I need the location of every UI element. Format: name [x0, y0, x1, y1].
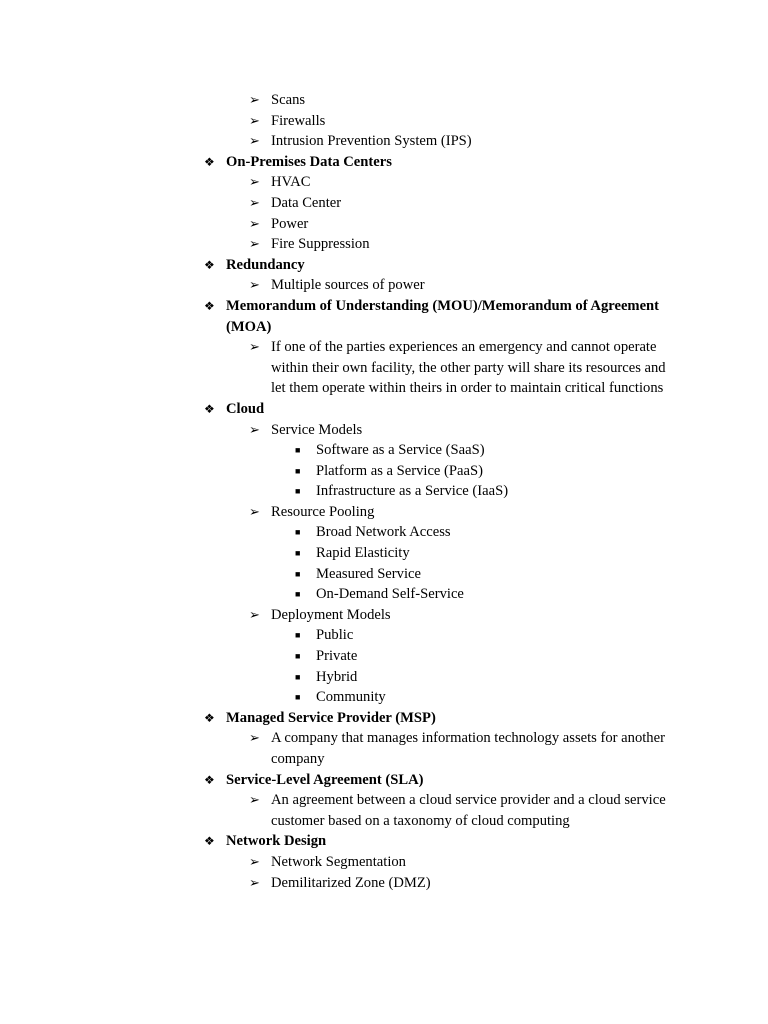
arrowhead-bullet-icon: ➢: [249, 174, 260, 190]
diamond-bullet-icon: ❖: [204, 401, 215, 416]
sub-list-item: [0, 687, 768, 708]
list-item-text: Scans: [271, 92, 306, 108]
arrowhead-bullet-icon: ➢: [249, 339, 260, 355]
list-item-text: Intrusion Prevention System (IPS): [271, 133, 472, 150]
sub-list-item-text: Broad Network Access: [316, 524, 451, 541]
list-item: [0, 234, 768, 255]
square-bullet-icon: ■: [295, 671, 301, 682]
arrowhead-bullet-icon: ➢: [249, 194, 260, 210]
list-item: [0, 420, 768, 441]
list-item-text: If one of the parties experiences an emergency and cannot operate within their own facility, the other party will share its resources and let them operate within theirs in order to maintain critical functions: [271, 339, 666, 397]
list-item: [0, 873, 768, 894]
list-item-text: Network Segmentation: [271, 853, 406, 870]
sub-list-item-text: Public: [316, 627, 354, 644]
list-item: [0, 172, 768, 193]
list-item-text: Multiple sources of power: [271, 277, 425, 294]
list-item: [0, 728, 768, 769]
square-bullet-icon: ■: [295, 527, 301, 538]
sub-list-item-text: Software as a Service (SaaS): [316, 442, 485, 459]
section-heading-text: On-Premises Data Centers: [226, 153, 392, 170]
list-item: [0, 131, 768, 152]
list-item: [0, 111, 768, 132]
square-bullet-icon: ■: [295, 548, 301, 559]
arrowhead-bullet-icon: ➢: [249, 853, 260, 869]
sub-list-item: [0, 440, 768, 461]
arrowhead-bullet-icon: ➢: [249, 215, 260, 231]
sub-list-item: [0, 461, 768, 482]
section-heading: [0, 770, 768, 791]
sub-list-item-text: Platform as a Service (PaaS): [316, 462, 483, 479]
diamond-bullet-icon: ❖: [204, 298, 215, 313]
list-item-text: An agreement between a cloud service provider and a cloud service customer based on a taxonomy of cloud computing: [271, 792, 666, 829]
section-heading-text: Cloud: [226, 400, 265, 417]
list-item-text: Firewalls: [271, 112, 326, 129]
section-heading: [0, 296, 768, 337]
sub-list-item-text: Infrastructure as a Service (IaaS): [316, 483, 509, 500]
arrowhead-bullet-icon: ➢: [249, 792, 260, 808]
diamond-bullet-icon: ❖: [204, 710, 215, 725]
arrowhead-bullet-icon: ➢: [249, 236, 260, 252]
arrowhead-bullet-icon: ➢: [249, 92, 260, 107]
diamond-bullet-icon: ❖: [204, 154, 215, 169]
section-heading: [0, 708, 768, 729]
section-heading-text: Service-Level Agreement (SLA): [226, 771, 424, 788]
square-bullet-icon: ■: [295, 692, 301, 703]
list-item-text: Demilitarized Zone (DMZ): [271, 874, 431, 891]
section-heading-text: Memorandum of Understanding (MOU)/Memorandum of Agreement (MOA): [226, 297, 660, 335]
arrowhead-bullet-icon: ➢: [249, 421, 260, 437]
square-bullet-icon: ■: [295, 651, 301, 662]
sub-list-item: [0, 564, 768, 585]
arrowhead-bullet-icon: ➢: [249, 133, 260, 149]
section-heading: [0, 831, 768, 852]
sub-list-item: [0, 543, 768, 564]
square-bullet-icon: ■: [295, 568, 301, 579]
section-heading: [0, 152, 768, 173]
list-item-text: Deployment Models: [271, 606, 391, 623]
sub-list-item: [0, 522, 768, 543]
list-item-text: Data Center: [271, 194, 342, 211]
square-bullet-icon: ■: [295, 445, 301, 456]
list-item: [0, 605, 768, 626]
arrowhead-bullet-icon: ➢: [249, 277, 260, 293]
list-item-text: Power: [271, 215, 309, 232]
arrowhead-bullet-icon: ➢: [249, 503, 260, 519]
arrowhead-bullet-icon: ➢: [249, 606, 260, 622]
diamond-bullet-icon: ❖: [204, 772, 215, 787]
sub-list-item-text: Rapid Elasticity: [316, 545, 410, 562]
sub-list-item-text: On-Demand Self-Service: [316, 586, 464, 603]
section-heading: [0, 399, 768, 420]
list-item: [0, 214, 768, 235]
square-bullet-icon: ■: [295, 589, 301, 600]
list-item: [0, 852, 768, 873]
section-heading-text: Redundancy: [226, 256, 305, 273]
list-item: [0, 790, 768, 831]
sub-list-item: [0, 646, 768, 667]
list-item-text: Resource Pooling: [271, 503, 375, 520]
square-bullet-icon: ■: [295, 486, 301, 497]
sub-list-item: [0, 625, 768, 646]
section-heading-text: Managed Service Provider (MSP): [226, 709, 436, 726]
square-bullet-icon: ■: [295, 630, 301, 641]
sub-list-item: [0, 584, 768, 605]
section-heading-text: Network Design: [226, 833, 327, 850]
list-item-text: A company that manages information technology assets for another company: [271, 730, 665, 767]
diamond-bullet-icon: ❖: [204, 834, 215, 849]
arrowhead-bullet-icon: ➢: [249, 730, 260, 746]
arrowhead-bullet-icon: ➢: [249, 112, 260, 128]
arrowhead-bullet-icon: ➢: [249, 874, 260, 890]
sub-list-item-text: Private: [316, 648, 358, 665]
list-item: [0, 275, 768, 296]
sub-list-item-text: Community: [316, 689, 386, 706]
sub-list-item-text: Hybrid: [316, 668, 358, 685]
diamond-bullet-icon: ❖: [204, 257, 215, 272]
sub-list-item: [0, 667, 768, 688]
list-item-text: Fire Suppression: [271, 236, 370, 253]
list-item-text: Service Models: [271, 421, 363, 438]
bullet-outline: [0, 90, 768, 893]
list-item-text: HVAC: [271, 174, 311, 191]
list-item: [0, 337, 768, 399]
list-item: [0, 502, 768, 523]
section-heading: [0, 255, 768, 276]
sub-list-item-text: Measured Service: [316, 565, 421, 582]
square-bullet-icon: ■: [295, 465, 301, 476]
list-item: [0, 90, 768, 111]
sub-list-item: [0, 481, 768, 502]
list-item: [0, 193, 768, 214]
